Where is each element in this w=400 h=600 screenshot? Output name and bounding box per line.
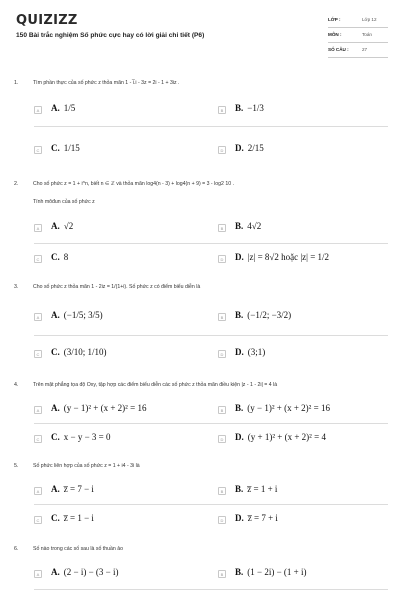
option-letter: A. — [51, 103, 60, 113]
option-a-box[interactable]: A — [34, 313, 42, 321]
option-c-box[interactable]: C — [34, 516, 42, 524]
option-letter: B. — [235, 310, 244, 320]
option-letter: B. — [235, 221, 244, 231]
option-value: (1 − 2i) − (1 + i) — [247, 567, 307, 577]
option-content — [51, 513, 94, 523]
option-letter: D. — [235, 143, 244, 153]
option-c-box[interactable]: C — [34, 350, 42, 358]
option-content — [235, 221, 261, 231]
option-d-box[interactable]: D — [218, 146, 226, 154]
option-letter: C. — [51, 513, 60, 523]
option-value: (y − 1)² + (x + 2)² = 16 — [63, 403, 147, 413]
option-c-box[interactable]: C — [34, 435, 42, 443]
option-content — [51, 403, 146, 413]
option-value: (3;1) — [247, 347, 266, 357]
option-value: z̅ = 1 − i — [63, 513, 94, 523]
question-text: Tìm phần thực của số phức z thỏa mãn 1 - i̅.i - 3z = 2i - 1 + 3iz . — [33, 80, 180, 86]
option-content — [235, 484, 277, 494]
question-number: 4. — [14, 382, 19, 388]
meta-key: MÔN : — [328, 27, 358, 42]
option-d-box[interactable]: D — [218, 350, 226, 358]
option-letter: A. — [51, 484, 60, 494]
option-value: z̅ = 1 + i — [247, 484, 278, 494]
option-letter: A. — [51, 310, 60, 320]
question-text: Số nào trong các số sau là số thuần ảo — [33, 546, 123, 552]
option-letter: C. — [51, 432, 60, 442]
meta-value: Toán — [358, 27, 388, 42]
option-value: 1/5 — [63, 103, 76, 113]
option-content — [51, 221, 73, 231]
quizizz-logo: QUIZIZZ — [16, 13, 78, 28]
option-letter: B. — [235, 484, 244, 494]
option-d-box[interactable]: D — [218, 516, 226, 524]
option-letter: B. — [235, 403, 244, 413]
question-subtext: Tính môđun của số phức z — [33, 199, 95, 205]
option-content — [235, 143, 264, 153]
option-value: (2 − i) − (3 − i) — [63, 567, 119, 577]
option-value: z̅ = 7 − i — [63, 484, 94, 494]
option-content — [51, 143, 80, 153]
divider — [34, 243, 388, 244]
option-content — [51, 484, 94, 494]
question-number: 2. — [14, 181, 19, 187]
option-b-box[interactable]: B — [218, 106, 226, 114]
option-value: (−1/2; −3/2) — [247, 310, 292, 320]
meta-row-subject — [328, 27, 388, 42]
option-b-box[interactable]: B — [218, 224, 226, 232]
option-c-box[interactable]: C — [34, 146, 42, 154]
question-number: 6. — [14, 546, 19, 552]
option-value: (3/10; 1/10) — [63, 347, 107, 357]
question-number: 3. — [14, 284, 19, 290]
option-value: 2/15 — [247, 143, 264, 153]
meta-value: Lớp 12 — [358, 12, 388, 27]
option-letter: D. — [235, 252, 244, 262]
option-value: (y + 1)² + (x + 2)² = 4 — [247, 432, 326, 442]
option-b-box[interactable]: B — [218, 313, 226, 321]
option-content — [235, 567, 306, 577]
option-letter: D. — [235, 432, 244, 442]
option-value: 1/15 — [63, 143, 80, 153]
option-b-box[interactable]: B — [218, 487, 226, 495]
question-text: Cho số phức z thỏa mãn 1 - 2iz = 1/(1+i). Số phức z có điểm biểu diễn là — [33, 284, 201, 290]
question-text: Cho số phức z = 1 + i^n, biết n ∈ ℤ và thỏa mãn log4(n - 3) + log4(n + 9) = 3 - log2 10 . — [33, 181, 235, 187]
question-text: Số phức liên hợp của số phức z = 1 + i4 - 3i là — [33, 463, 140, 469]
option-content — [51, 310, 103, 320]
option-content — [51, 103, 75, 113]
question-number: 1. — [14, 80, 19, 86]
option-letter: A. — [51, 403, 60, 413]
divider — [34, 589, 388, 590]
option-value: 8 — [63, 252, 69, 262]
option-content — [51, 567, 118, 577]
option-letter: D. — [235, 513, 244, 523]
option-letter: C. — [51, 347, 60, 357]
page-header — [0, 0, 400, 64]
meta-key: LỚP : — [328, 12, 358, 27]
option-a-box[interactable]: A — [34, 106, 42, 114]
option-value: (−1/5; 3/5) — [63, 310, 103, 320]
option-value: −1/3 — [247, 103, 264, 113]
question-text: Trên mặt phẳng tọa độ Oxy, tập hợp các điểm biểu diễn các số phức z thỏa mãn điều kiện |z - 1 - 2i| = 4 là — [33, 382, 278, 388]
option-b-box[interactable]: B — [218, 570, 226, 578]
option-content — [235, 310, 291, 320]
meta-row-count — [328, 42, 388, 57]
option-content — [51, 252, 68, 262]
option-value: √2 — [63, 221, 74, 231]
option-content — [51, 432, 110, 442]
option-letter: B. — [235, 103, 244, 113]
option-letter: B. — [235, 567, 244, 577]
option-value: z̅ = 7 + i — [247, 513, 278, 523]
option-letter: A. — [51, 567, 60, 577]
option-value: |z| = 8√2 hoặc |z| = 1/2 — [247, 252, 330, 262]
option-value: x − y − 3 = 0 — [63, 432, 111, 442]
option-d-box[interactable]: D — [218, 255, 226, 263]
document-title: 150 Bài trắc nghiệm Số phức cực hay có lời giải chi tiết (P6) — [16, 32, 205, 39]
option-content — [235, 403, 330, 413]
option-letter: C. — [51, 143, 60, 153]
meta-value: 27 — [358, 42, 388, 57]
meta-key: SỐ CÂU : — [328, 42, 358, 57]
option-a-box[interactable]: A — [34, 570, 42, 578]
divider — [34, 504, 388, 505]
option-content — [235, 252, 329, 262]
meta-table — [328, 12, 388, 58]
option-d-box[interactable]: D — [218, 435, 226, 443]
option-content — [235, 347, 265, 357]
option-a-box[interactable]: A — [34, 487, 42, 495]
option-letter: D. — [235, 347, 244, 357]
option-content — [235, 513, 278, 523]
option-content — [235, 432, 326, 442]
option-content — [51, 347, 107, 357]
option-value: 4√2 — [247, 221, 262, 231]
option-a-box[interactable]: A — [34, 224, 42, 232]
divider — [34, 423, 388, 424]
option-letter: A. — [51, 221, 60, 231]
option-letter: C. — [51, 252, 60, 262]
option-a-box[interactable]: A — [34, 406, 42, 414]
divider — [34, 335, 388, 336]
option-value: (y − 1)² + (x + 2)² = 16 — [247, 403, 330, 413]
divider — [34, 126, 388, 127]
question-number: 5. — [14, 463, 19, 469]
option-content — [235, 103, 264, 113]
meta-row-grade — [328, 12, 388, 27]
option-c-box[interactable]: C — [34, 255, 42, 263]
option-b-box[interactable]: B — [218, 406, 226, 414]
